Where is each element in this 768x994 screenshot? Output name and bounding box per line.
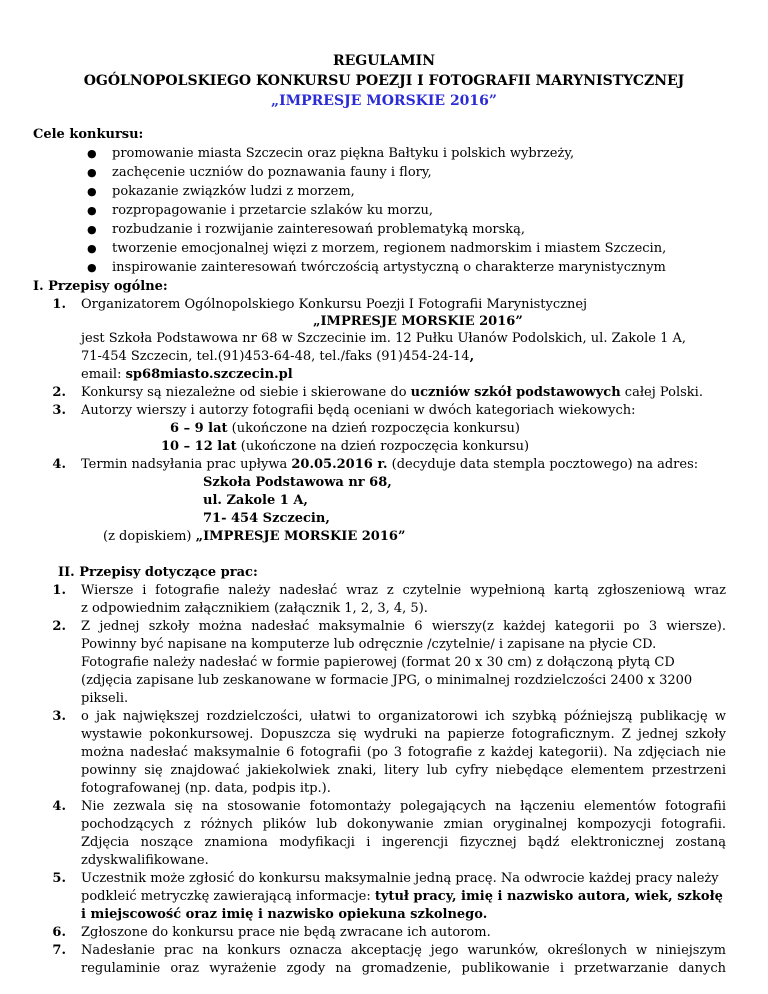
s2-item2-number: 2. (52, 619, 66, 634)
s1-item1-contest: „IMPRESJE MORSKIE 2016” (313, 314, 523, 329)
goal-item: ● inspirowanie zainteresowań twórczością artystyczną o charakterze marynistycznym (84, 258, 666, 277)
s2-item7-number: 7. (52, 943, 66, 958)
s1-item3-number: 3. (52, 403, 66, 418)
s1-item1-line3: jest Szkoła Podstawowa nr 68 w Szczecinie im. 12 Pułku Ułanów Podolskich, ul. Zakole 1 A, (81, 331, 687, 346)
s2-item2-line: Fotografie należy nadesłać w formie papierowej (format 20 x 30 cm) z dołączoną płytą CD (81, 655, 675, 670)
s2-item4-number: 4. (52, 799, 66, 814)
s2-item7-line: regulaminie oraz wyrażenie zgody na gromadzenie, publikowanie i przetwarzanie danych (81, 961, 726, 976)
goals-heading: Cele konkursu: (33, 127, 144, 142)
s2-item1-line: Wiersze i fotografie należy nadesłać wraz z czytelnie wypełnioną kartą zgłoszeniową wraz (81, 583, 726, 598)
address-line-2: ul. Zakole 1 A, (203, 493, 308, 508)
s2-item6-number: 6. (52, 925, 66, 940)
s2-item4-line: Nie zezwala się na stosowanie fotomontaży polegających na łączeniu elementów fotografii (81, 799, 726, 814)
s2-item3-number: 3. (52, 709, 66, 724)
s2-item1-number: 1. (52, 583, 66, 598)
s2-item4-line: Zdjęcia noszące znamiona modyfikacji i ingerencji fizycznej bądź elektronicznej zostaną (81, 835, 726, 850)
s2-item3-line: fotografowanej (np. data, podpis itp.). (81, 781, 331, 796)
goal-item: ● rozbudzanie i rozwijanie zainteresowań problematyką morską, (84, 220, 666, 239)
s2-item4-line: zdyskwalifikowane. (81, 853, 209, 868)
s2-item2-line: (zdjęcia zapisane lub zeskanowane w formacie JPG, o minimalnej rozdzielczości 2400 x 3200 (81, 673, 693, 688)
s1-item1-line4: 71-454 Szczecin, tel.(91)453-64-48, tel./faks (91)454-24-14, (81, 349, 475, 364)
s1-item4-text: Termin nadsyłania prac upływa 20.05.2016 r. (decyduje data stempla pocztowego) na adres: (81, 457, 699, 472)
s2-item5-number: 5. (52, 871, 66, 886)
address-note: (z dopiskiem) „IMPRESJE MORSKIE 2016” (103, 529, 406, 544)
doc-title-contest-name: OGÓLNOPOLSKIEGO KONKURSU POEZJI I FOTOGRAFII MARYNISTYCZNEJ (83, 73, 685, 89)
age-category-2: 10 – 12 lat (ukończone na dzień rozpoczęcia konkursu) (161, 439, 530, 454)
goal-item: ● pokazanie związków ludzi z morzem, (84, 182, 666, 201)
s2-item1-line: z odpowiednim załącznikiem (załącznik 1, 2, 3, 4, 5). (81, 601, 428, 616)
s1-item1-line1: Organizatorem Ogólnopolskiego Konkursu Poezji I Fotografii Marynistycznej (81, 297, 588, 312)
doc-title-impresje: „IMPRESJE MORSKIE 2016” (271, 93, 497, 109)
goals-list (84, 144, 666, 277)
address-line-1: Szkoła Podstawowa nr 68, (203, 475, 392, 490)
section2-heading: II. Przepisy dotyczące prac: (58, 565, 258, 580)
address-line-3: 71- 454 Szczecin, (203, 511, 330, 526)
s1-item2-number: 2. (52, 385, 66, 400)
s2-item2-line: Z jednej szkoły można nadesłać maksymalnie 6 wierszy(z każdej kategorii po 3 wiersze). (81, 619, 726, 634)
s2-item3-line: wystawie pokonkursowej. Dopuszcza się wydruki na papierze fotograficznym. Z jednej szkoły (81, 727, 726, 742)
s2-item5-line: podkleić metryczkę zawierającą informacje: tytuł pracy, imię i nazwisko autora, wiek, szkołę (81, 889, 723, 904)
email-address: sp68miasto.szczecin.pl (125, 367, 293, 382)
goal-item: ● tworzenie emocjonalnej więzi z morzem, regionem nadmorskim i miastem Szczecin, (84, 239, 666, 258)
s2-item2-line: Powinny być napisane na komputerze lub odręcznie /czytelnie/ i zapisane na płycie CD. (81, 637, 657, 652)
goal-item: ● zachęcenie uczniów do poznawania fauny i flory, (84, 163, 666, 182)
s2-item3-line: o jak największej rozdzielczości, ułatwi to organizatorowi ich szybką późniejszą publikację w (81, 709, 726, 724)
section1-heading: I. Przepisy ogólne: (33, 279, 168, 294)
s2-item4-line: pochodzących z różnych plików lub dokonywanie zmian oryginalnej kompozycji fotografii. (81, 817, 726, 832)
s2-item5-line: Uczestnik może zgłosić do konkursu maksymalnie jedną pracę. Na odwrocie każdej pracy należy (81, 871, 719, 886)
s2-item6-line: Zgłoszone do konkursu prace nie będą zwracane ich autorom. (81, 925, 491, 940)
s2-item7-line: Nadesłanie prac na konkurs oznacza akceptację jego warunków, określonych w niniejszym (81, 943, 726, 958)
s1-item1-email-line: email: sp68miasto.szczecin.pl (81, 367, 293, 382)
age-category-1: 6 – 9 lat (ukończone na dzień rozpoczęcia konkursu) (170, 421, 520, 436)
s1-item4-number: 4. (52, 457, 66, 472)
s1-item2-text: Konkursy są niezależne od siebie i skierowane do uczniów szkół podstawowych całej Polski. (81, 385, 703, 400)
s2-item3-line: można nadesłać maksymalnie 6 fotografii (po 3 fotografie z każdej kategorii). Na zdjęciach nie (81, 745, 726, 760)
doc-title-regulamin: REGULAMIN (332, 53, 436, 69)
s2-item2-line: pikseli. (81, 691, 129, 706)
s2-item5-line: i miejscowość oraz imię i nazwisko opiekuna szkolnego. (81, 907, 488, 922)
goal-item: ● promowanie miasta Szczecin oraz piękna Bałtyku i polskich wybrzeży, (84, 144, 666, 163)
s1-item3-text: Autorzy wierszy i autorzy fotografii będą oceniani w dwóch kategoriach wiekowych: (81, 403, 636, 418)
s1-item1-number: 1. (52, 297, 66, 312)
goal-item: ● rozpropagowanie i przetarcie szlaków ku morzu, (84, 201, 666, 220)
s2-item3-line: powinny się znajdować jakiekolwiek znaki, litery lub cyfry niebędące elementem przestrzeni (81, 763, 726, 778)
